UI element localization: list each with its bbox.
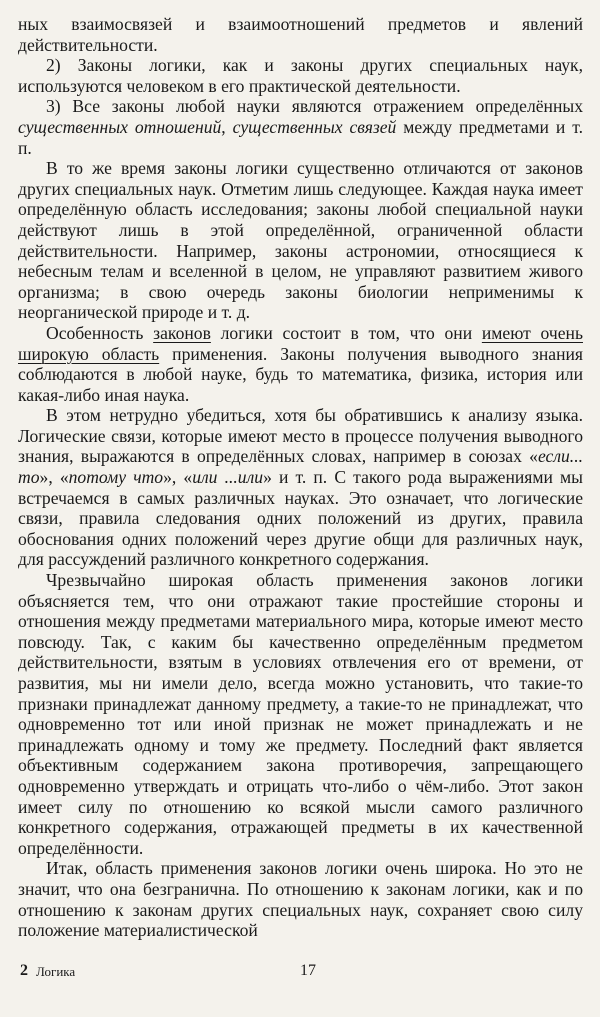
paragraph-continuation: ных взаимосвязей и взаимоотношений предметов и явлений действительности. <box>18 14 583 55</box>
underlined-phrase: имеют очень широкую область <box>18 322 583 364</box>
text-run: , <box>221 116 233 137</box>
text-run: Особенность <box>46 322 154 343</box>
text-run: В этом нетрудно убедиться, хотя бы обратившись к анализу языка. Логические связи, которые имеют место в процессе получения выводного знания, выражаются в определённых словах, например в союзах « <box>18 405 583 467</box>
underlined-phrase: законов <box>153 322 211 343</box>
page-number: 17 <box>300 962 316 979</box>
paragraph-wide-scope: Чрезвычайно широкая область применения законов логики объясняется тем, что они отражают такие простейшие стороны и отношения между предметами материального мира, которые имеют место повсюду. Так, с каким бы качественно определённым предметом действительности, взятым в условиях отвлечения его от времени, от развития, мы ни имели дело, всегда можно установить, что такие-то признаки принадлежат данному предмету, а такие-то не принадлежат, что одновременно тот или иной признак не может принадлежать и не принадлежать одному и тому же предмету. Последний факт является объективным содержанием закона противоречия, запрещающего одновременно утверждать и отрицать что-либо о чём-либо. Этот закон имеет силу по отношению ко всякой мысли самого различного конкретного содержания, отражающей предметы в их качественной определённости. <box>18 570 583 858</box>
signature-number: 2 <box>20 962 28 979</box>
italic-term: существенных отношений <box>18 116 222 137</box>
text-run: логики состоит в том, что они <box>210 322 482 343</box>
text-run: », « <box>39 467 69 488</box>
text-run: 3) Все законы любой науки являются отражением определённых <box>46 96 583 117</box>
text-run: » и т. п. С такого рода выражениями мы встречаемся в самых различных науках. Это означает, что логические связи, правила следования одних положений из других, правила обоснования одних положений через другие общи для различных наук, для рассуждений различного конкретного содержания. <box>18 467 583 570</box>
page-body <box>18 14 583 941</box>
paragraph-point-2: 2) Законы логики, как и законы других специальных наук, используются человеком в его практической деятельности. <box>18 55 583 96</box>
text-run: между предметами и т. п. <box>18 116 583 158</box>
italic-conjunction: или ...или <box>192 467 264 488</box>
paragraph-conclusion: Итак, область применения законов логики очень широка. Но это не значит, что она безгранична. По отношению к законам логики, как и по отношению к законам других специальных наук, сохраняет свою силу положение материалистической <box>18 858 583 941</box>
signature-title: Логика <box>36 964 76 979</box>
italic-term: существенных связей <box>232 116 397 137</box>
paragraph-language-analysis <box>18 405 583 570</box>
paragraph-point-3 <box>18 96 583 158</box>
text-run: », « <box>163 467 193 488</box>
italic-conjunction: если... то <box>18 446 583 488</box>
page-footer <box>20 962 582 986</box>
italic-conjunction: потому что <box>68 467 164 488</box>
paragraph-differences: В то же время законы логики существенно отличаются от законов других специальных наук. Отметим лишь следующее. Каждая наука имеет определённую область исследования; законы любой специальной науки действуют лишь в этой определённой, ограниченной области действительности. Например, законы астрономии, относящиеся к небесным телам и вселенной в целом, не управляют развитием живого организма; в свою очередь законы биологии неприменимы к неорганической природе и т. д. <box>18 158 583 323</box>
paragraph-feature <box>18 323 583 405</box>
text-run: применения. Законы получения выводного знания соблюдаются в любой науке, будь то математика, физика, история или какая-либо иная наука. <box>18 343 583 405</box>
